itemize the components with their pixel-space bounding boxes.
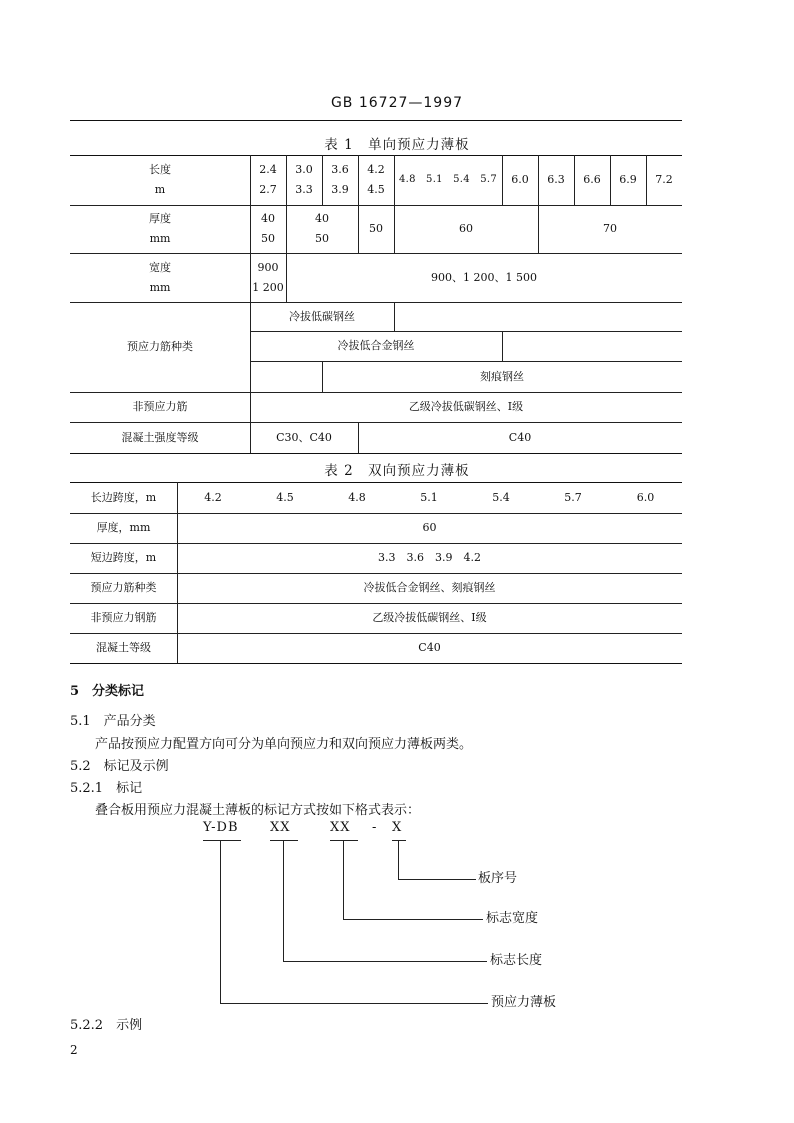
width-label-cell: [70, 253, 250, 302]
underline: [203, 840, 241, 841]
marking-seq-code: X: [392, 820, 403, 835]
long-span-value: 5.4: [492, 490, 510, 504]
thickness-value: 50: [261, 232, 275, 245]
section-5-1-heading: 5.1 产品分类: [70, 714, 156, 729]
table1-bottom-rule: [70, 453, 682, 454]
header-rule: [70, 120, 682, 121]
thickness-value: 60: [459, 222, 473, 235]
tendon-type-value: 冷拔低合金钢丝: [337, 339, 415, 352]
length-group-cell: [286, 155, 322, 205]
long-span-value: 5.1: [420, 490, 438, 504]
marking-dash: -: [372, 820, 378, 835]
concrete-grade-value: C30、C40: [276, 430, 332, 444]
thickness-value: 70: [603, 222, 617, 235]
section-5-heading: 5 分类标记: [70, 684, 145, 699]
leader-line: [343, 919, 483, 920]
concrete-grade-label: 混凝土强度等级: [121, 430, 199, 444]
thickness-group-cell: [286, 205, 358, 253]
non-prestressed-label: 非预应力钢筋: [90, 611, 157, 624]
length-value: 2.7: [259, 183, 277, 196]
section-5-2-heading: 5.2 标记及示例: [70, 759, 169, 774]
length-value: 6.3: [547, 173, 565, 186]
page-number: 2: [70, 1043, 78, 1057]
tendon-type-label: 预应力筋种类: [127, 340, 193, 353]
length-group-cell: [250, 155, 286, 205]
thickness-value: 40: [261, 212, 275, 225]
width-group-cell: [250, 253, 286, 302]
length-value: 4.8 5.1 5.4 5.7: [398, 174, 498, 185]
long-span-label: 长边跨度，m: [90, 490, 157, 504]
length-unit: m: [154, 183, 166, 196]
short-span-label: 短边跨度，m: [90, 551, 157, 564]
thickness-unit: mm: [149, 232, 171, 245]
length-label-cell: [70, 155, 250, 205]
underline: [392, 840, 406, 841]
thickness-value: 60: [422, 521, 437, 534]
label-prestressed-slab: 预应力薄板: [491, 995, 557, 1010]
width-value: 1 200: [252, 280, 284, 294]
long-span-value: 5.7: [564, 490, 582, 504]
table1-title: 表 1 单向预应力薄板: [324, 137, 470, 153]
tendon-type-label: 预应力筋种类: [90, 581, 157, 594]
marking-length-code: XX: [270, 820, 291, 835]
table1-col-divider: [502, 331, 503, 361]
underline: [330, 840, 358, 841]
table2-title: 表 2 双向预应力薄板: [324, 463, 470, 479]
non-prestressed-value: 乙级冷拔低碳钢丝、Ⅰ级: [372, 611, 487, 624]
length-value: 4.5: [367, 183, 385, 196]
standard-code: GB 16727—1997: [330, 95, 464, 111]
length-value: 3.6: [331, 163, 349, 176]
section-5-2-1-heading: 5.2.1 标记: [70, 781, 143, 796]
leader-line: [398, 840, 399, 879]
long-span-value: 4.5: [276, 490, 294, 504]
length-label: 长度: [149, 163, 171, 176]
tendon-type-value: 刻痕钢丝: [480, 369, 524, 383]
short-span-value: 3.3 3.6 3.9 4.2: [378, 551, 481, 564]
leader-line: [220, 840, 221, 1003]
thickness-label: 厚度，mm: [96, 521, 151, 534]
thickness-label-cell: [70, 205, 250, 253]
long-span-value: 4.2: [204, 490, 222, 504]
length-value: 6.6: [583, 173, 601, 186]
thickness-group-cell: [250, 205, 286, 253]
tendon-type-value: 冷拔低合金钢丝、刻痕钢丝: [363, 581, 496, 594]
length-value: 3.0: [295, 163, 313, 176]
thickness-value: 40: [315, 212, 329, 225]
width-value: 900、1 200、1 500: [431, 270, 537, 284]
section-5-1-text: 产品按预应力配置方向可分为单向预应力和双向预应力薄板两类。: [95, 737, 473, 752]
leader-line: [283, 840, 284, 961]
leader-line: [398, 879, 476, 880]
non-prestressed-label: 非预应力筋: [132, 400, 188, 413]
section-5-2-1-text: 叠合板用预应力混凝土薄板的标记方式按如下格式表示：: [95, 803, 421, 818]
underline: [270, 840, 298, 841]
length-value: 6.0: [511, 173, 529, 186]
table2-bottom-rule: [70, 663, 682, 664]
leader-line: [343, 840, 344, 919]
length-value: 2.4: [259, 163, 277, 176]
marking-width-code: XX: [330, 820, 351, 835]
thickness-label: 厚度: [149, 212, 171, 225]
length-group-cell: [358, 155, 394, 205]
thickness-value: 50: [315, 232, 329, 245]
length-value: 3.9: [331, 183, 349, 196]
long-span-value: 4.8: [348, 490, 366, 504]
length-value: 7.2: [655, 173, 673, 186]
length-group-cell: [322, 155, 358, 205]
non-prestressed-value: 乙级冷拔低碳钢丝、Ⅰ级: [408, 400, 524, 413]
label-seq-number: 板序号: [478, 871, 518, 886]
tendon-type-value: 冷拔低碳钢丝: [289, 309, 355, 323]
thickness-value: 50: [369, 222, 383, 235]
table1-col-divider: [394, 302, 395, 331]
length-value: 6.9: [619, 173, 637, 186]
concrete-label: 混凝土等级: [96, 641, 151, 654]
width-value: 900: [257, 260, 279, 274]
concrete-grade-value: C40: [508, 430, 532, 444]
leader-line: [220, 1003, 488, 1004]
label-mark-width: 标志宽度: [486, 911, 539, 926]
width-label: 宽度: [149, 260, 171, 274]
concrete-value: C40: [418, 641, 441, 654]
long-span-value: 6.0: [636, 490, 655, 504]
label-mark-length: 标志长度: [490, 953, 543, 968]
marking-prefix: Y-DB: [203, 820, 239, 835]
width-unit: mm: [149, 280, 171, 294]
section-5-2-2-heading: 5.2.2 示例: [70, 1018, 143, 1033]
length-value: 3.3: [295, 183, 313, 196]
length-value: 4.2: [367, 163, 385, 176]
leader-line: [283, 961, 487, 962]
